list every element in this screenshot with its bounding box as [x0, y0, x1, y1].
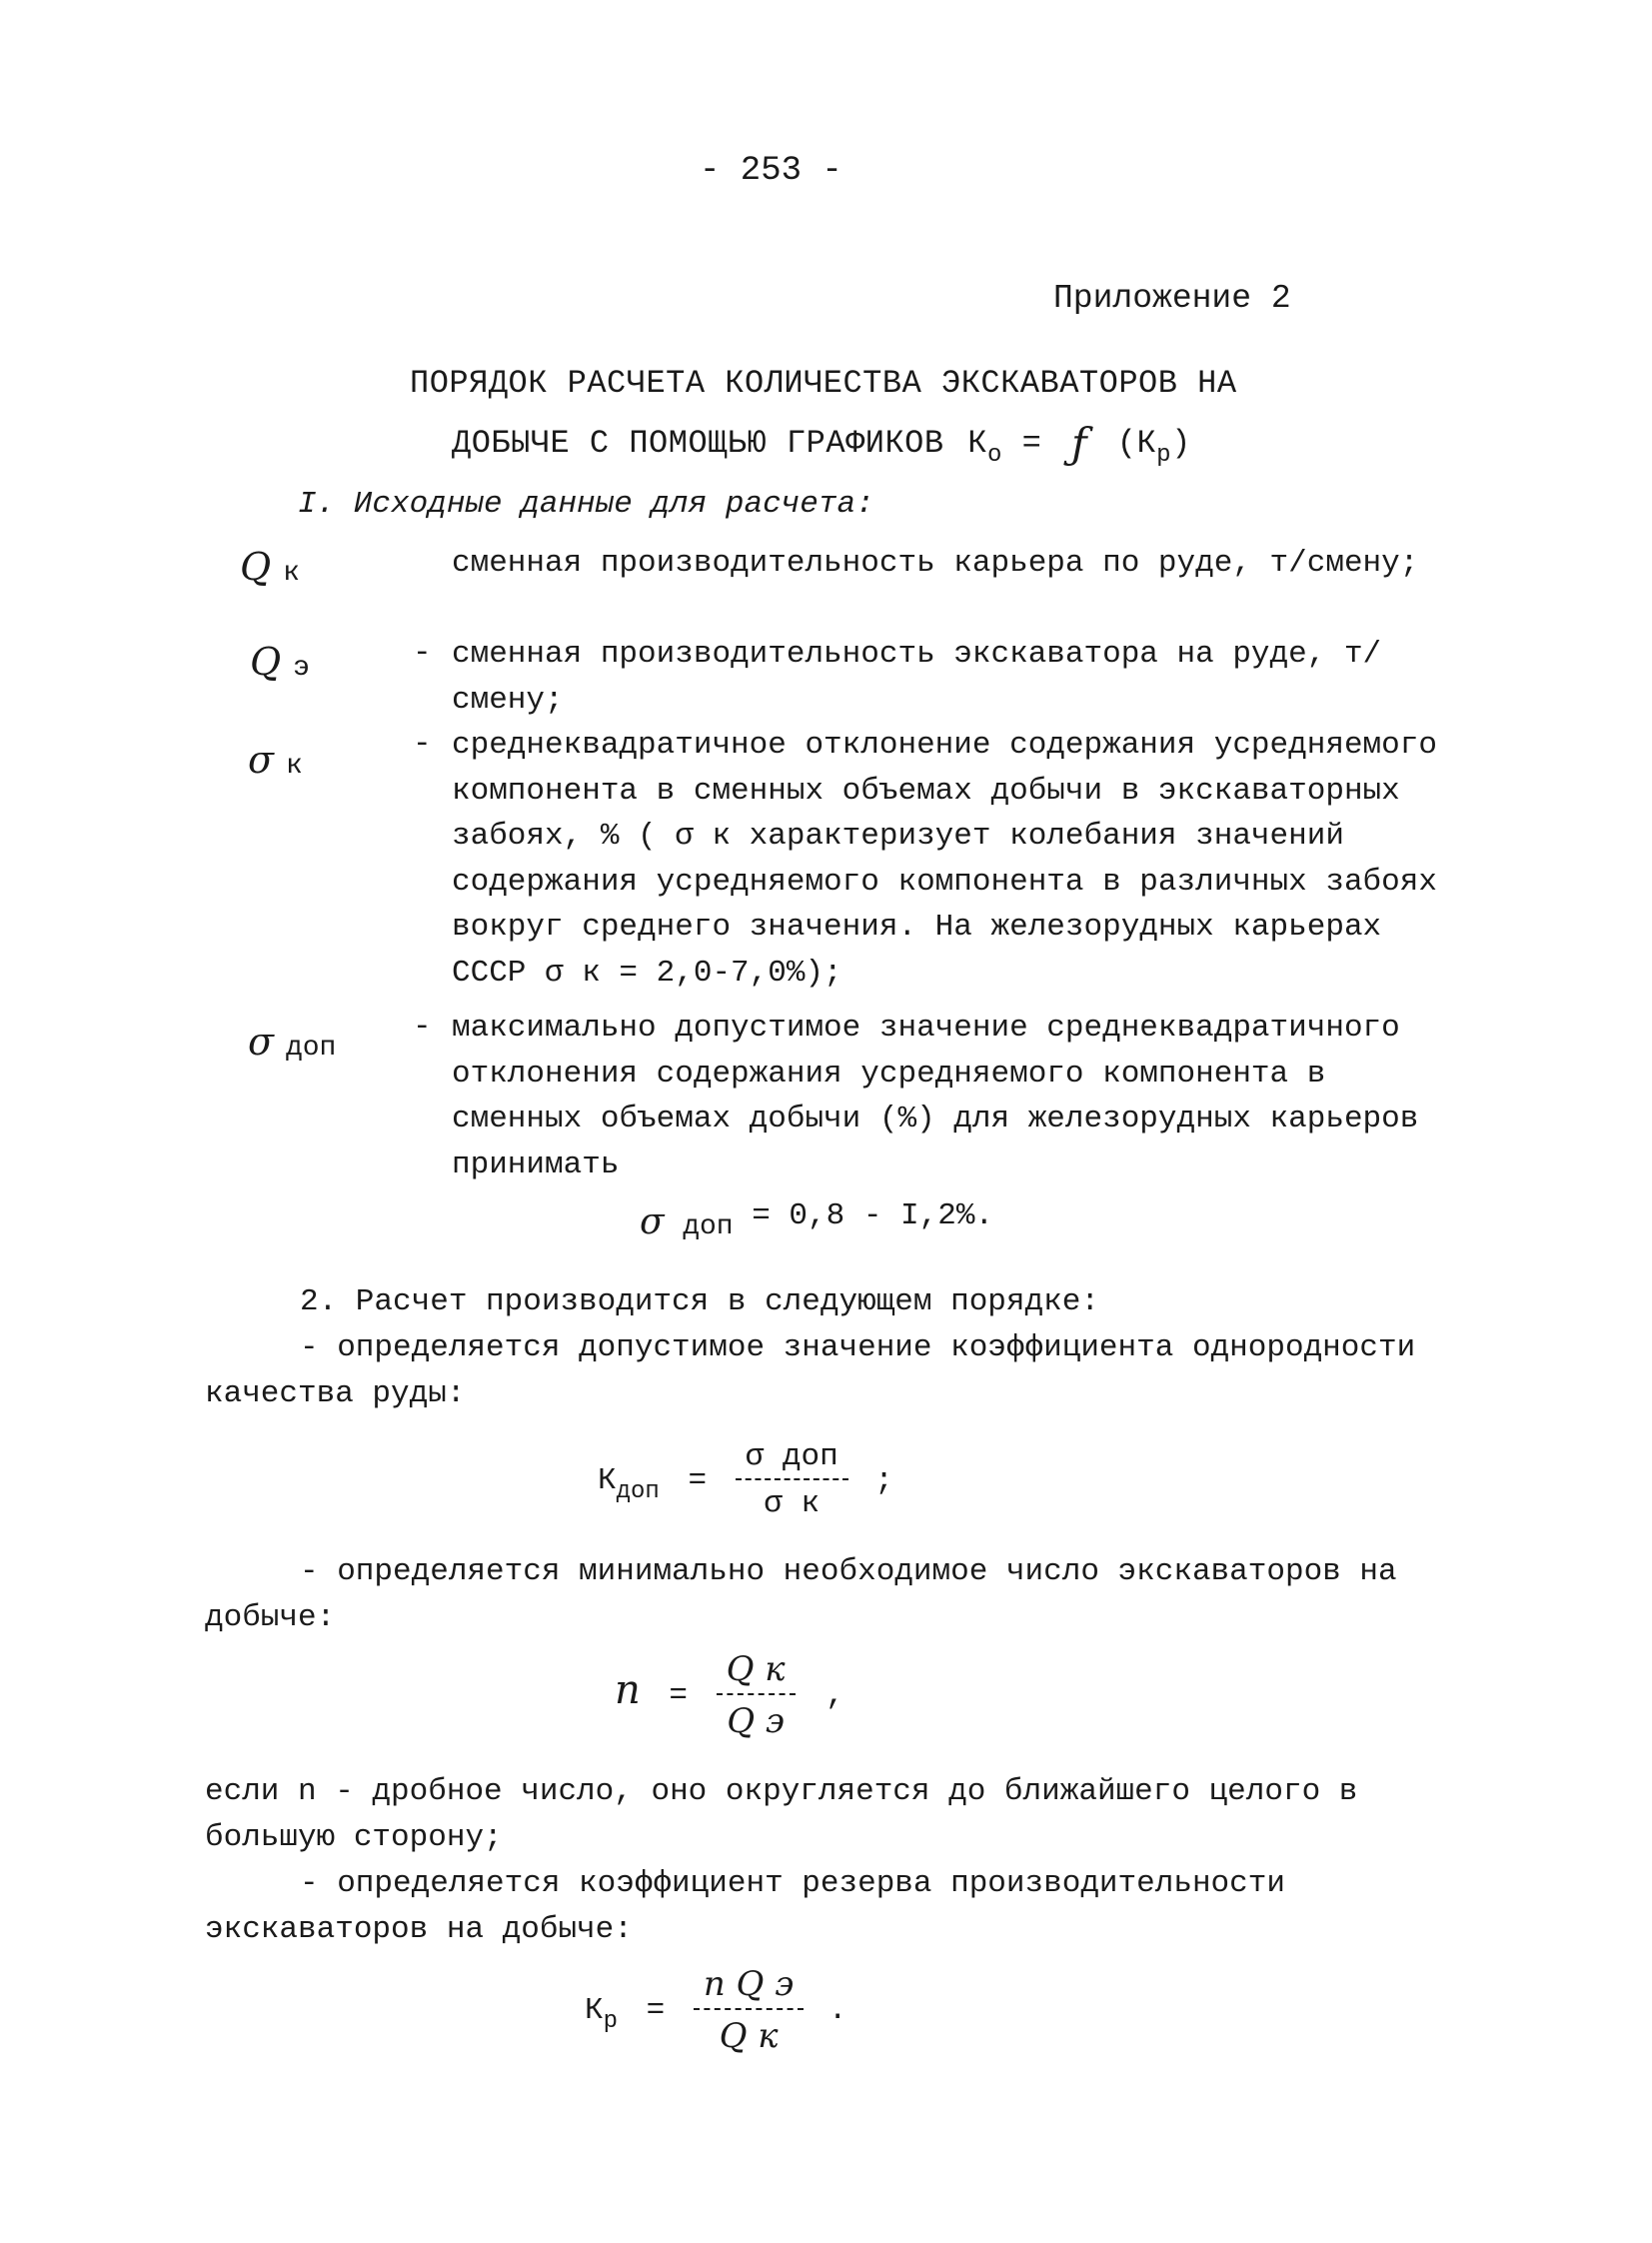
definition-q-k: сменная производительность карьера по руде, т/смену; [452, 546, 1419, 581]
symbol-sub: к [283, 558, 300, 589]
title-eq: = [1021, 425, 1042, 462]
title-k-sub: о [986, 442, 1002, 469]
formula-k-dop [598, 1439, 893, 1521]
fraction [694, 1964, 804, 2056]
formula-lhs-sub: доп [616, 1478, 660, 1506]
title-text: ДОБЫЧЕ С ПОМОЩЬЮ ГРАФИКОВ [452, 425, 944, 462]
formula-eq: = [669, 1678, 688, 1714]
fraction [717, 1649, 796, 1741]
title-arg: (К [1116, 425, 1157, 462]
document-title-line-2 [452, 413, 1191, 469]
step-1-text: - определяется допустимое значение коэффициента однородности качества руды: [205, 1330, 1416, 1411]
symbol-sigma-dop [248, 1020, 336, 1064]
formula-end: . [827, 1993, 847, 2029]
formula-lhs: К [598, 1463, 617, 1499]
formula-sigma-sub: доп [683, 1211, 734, 1242]
formula-sigma-dop [640, 1198, 994, 1243]
fraction-denominator: σ к [764, 1486, 821, 1521]
formula-lhs: К [585, 1993, 604, 2029]
formula-n [615, 1649, 844, 1741]
section-1-heading: I. Исходные данные для расчета: [298, 487, 874, 522]
formula-k-r [585, 1964, 847, 2056]
symbol-sub: доп [285, 1033, 337, 1064]
document-title-line-1: ПОРЯДОК РАСЧЕТА КОЛИЧЕСТВА ЭКСКАВАТОРОВ НА [410, 365, 1237, 402]
fraction-numerator: σ доп [736, 1439, 848, 1480]
definition-q-e: сменная производительность экскаватора на руде, т/смену; [452, 637, 1382, 718]
title-close: ) [1171, 425, 1191, 462]
symbol-q-e [250, 640, 310, 684]
formula-end: ; [874, 1463, 893, 1499]
step-3-text: - определяется коэффициент резерва производительности экскаваторов на добыче: [205, 1866, 1285, 1947]
appendix-label: Приложение 2 [1053, 280, 1291, 317]
fraction-numerator: Q к [717, 1649, 796, 1695]
formula-lhs: n [615, 1667, 641, 1714]
fraction-denominator: Q э [727, 1701, 785, 1741]
step-2-note: если n - дробное число, оно округляется до ближайшего целого в большую сторону; [205, 1774, 1358, 1855]
definition-sigma-dop: максимально допустимое значение среднеквадратичного отклонения содержания усредняемого компонента в сменных объемах добычи (%) для железорудных карьеров принимать [452, 1011, 1419, 1182]
formula-eq: = [688, 1463, 708, 1499]
formula-end: , [826, 1678, 844, 1714]
formula-eq: = [646, 1993, 666, 2029]
step-2-text: - определяется минимально необходимое число экскаваторов на добыче: [205, 1554, 1397, 1635]
fraction [736, 1439, 848, 1521]
section-2-heading: 2. Расчет производится в следующем порядке: [300, 1284, 1099, 1319]
formula-lhs-sub: р [603, 2008, 619, 2036]
symbol-letter: Q [250, 640, 282, 684]
symbol-sub: э [293, 653, 310, 684]
fraction-denominator: Q к [719, 2016, 779, 2056]
item-dash: - [413, 636, 432, 671]
function-symbol: ƒ [1071, 419, 1088, 468]
symbol-letter: σ [248, 1020, 274, 1064]
symbol-letter: Q [240, 545, 272, 589]
item-dash: - [413, 1010, 432, 1045]
symbol-sigma-k [248, 738, 303, 782]
item-dash: - [413, 727, 432, 762]
fraction-numerator: n Q э [694, 1964, 804, 2010]
formula-sigma: σ [640, 1201, 665, 1242]
title-k: К [967, 425, 987, 462]
symbol-letter: σ [248, 738, 274, 782]
definition-sigma-k: среднеквадратичное отклонение содержания усредняемого компонента в сменных объемах добычи в экскаваторных забоях, % ( σ к характеризует колебания значений содержания усредняемого компонента в различных забоях вокруг среднего значения. На железорудных карьерах СССР σ к = 2,0-7,0%); [452, 728, 1437, 991]
symbol-q-k [240, 545, 300, 589]
title-arg-sub: р [1156, 442, 1172, 469]
symbol-sub: к [285, 751, 303, 782]
page-number: - 253 - [700, 152, 842, 190]
formula-value: = 0,8 - I,2%. [752, 1198, 994, 1233]
